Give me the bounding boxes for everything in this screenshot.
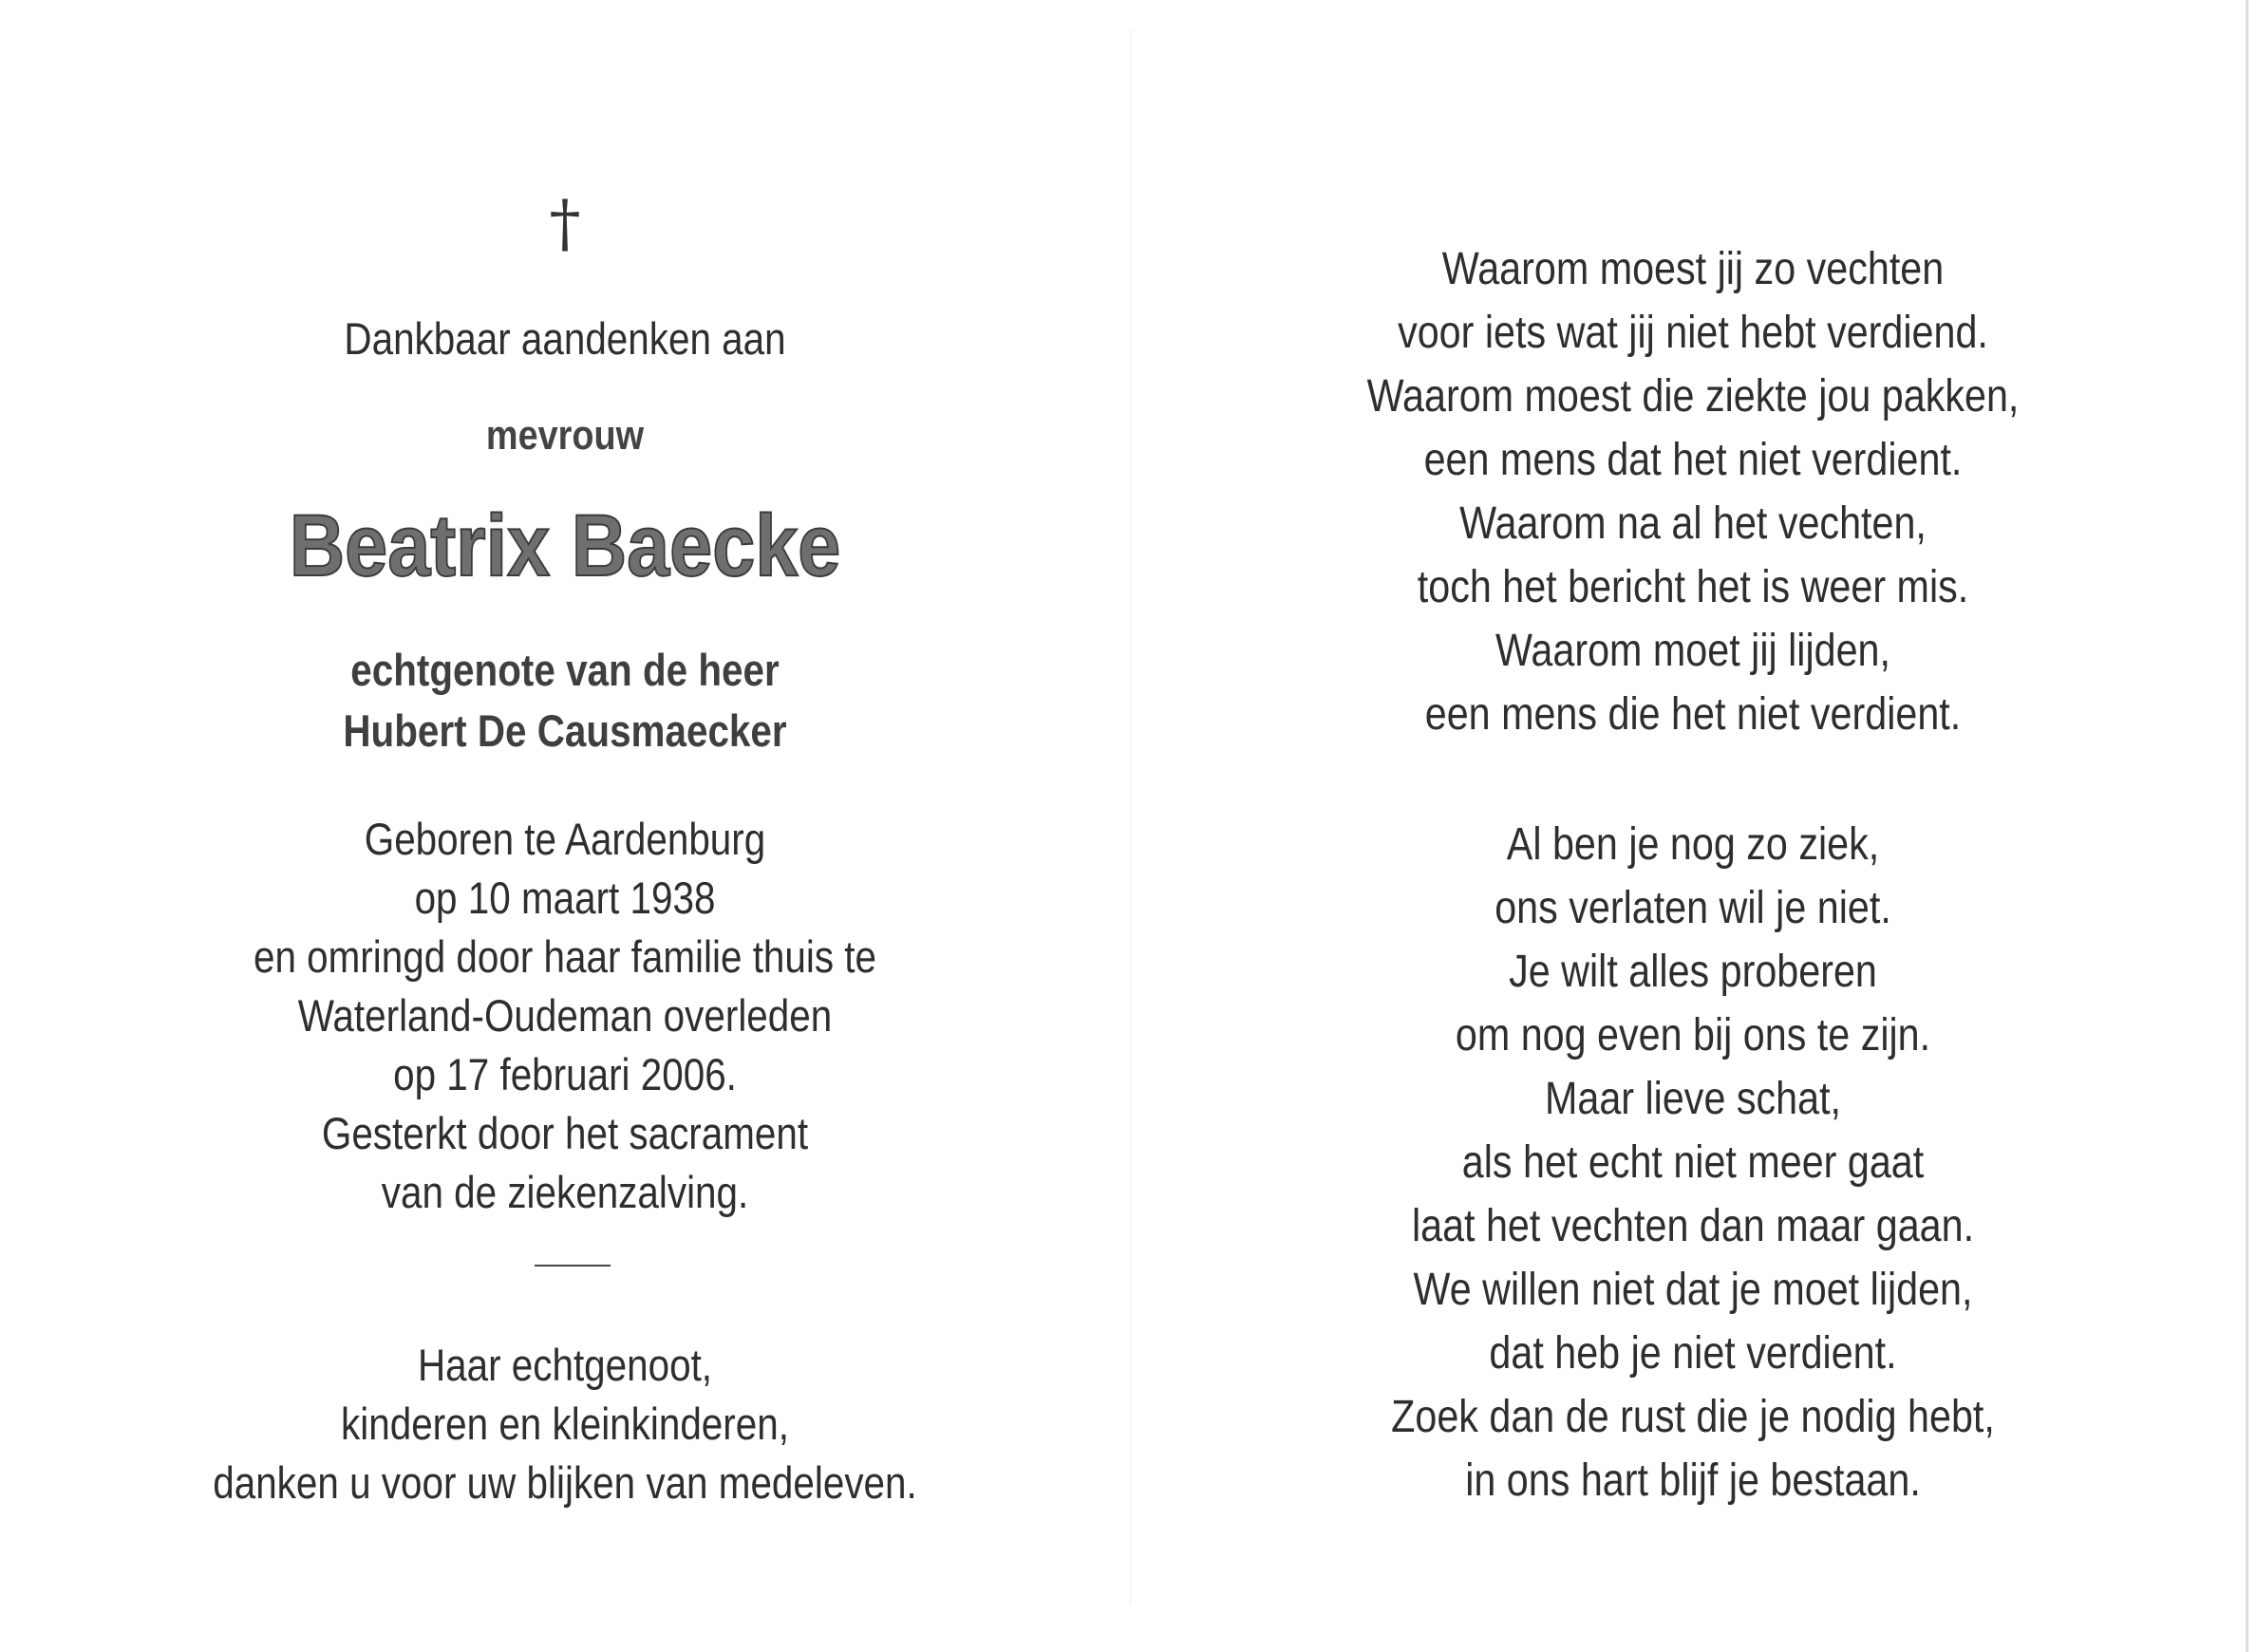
deceased-name: Beatrix Baecke [289, 497, 841, 594]
poem-line: als het echt niet meer gaat [1461, 1137, 1925, 1188]
poem-line: We willen niet dat je moet lijden, [1413, 1265, 1973, 1315]
honorific: mevrouw [485, 412, 645, 459]
poem-line: laat het vechten dan maar gaan. [1411, 1201, 1975, 1251]
bio-line: op 10 maart 1938 [414, 873, 716, 923]
spouse-info [79, 640, 1050, 761]
spouse-line: Hubert De Causmaecker [343, 705, 787, 756]
thanks-line: danken u voor uw blijken van medeleven. [213, 1457, 917, 1508]
bio-line: van de ziekenzalving. [381, 1167, 749, 1217]
thanks-line: kinderen en kleinkinderen, [341, 1399, 789, 1449]
poem-line: om nog even bij ons te zijn. [1455, 1010, 1931, 1061]
poem-line: Waarom moet jij lijden, [1495, 626, 1890, 676]
poem-line: in ons hart blijf je bestaan. [1465, 1455, 1921, 1506]
bio-line: en omringd door haar familie thuis te [253, 931, 877, 982]
bio-line: op 17 februari 2006. [393, 1049, 737, 1099]
poem-stanza-1 [1209, 237, 2177, 746]
poem-stanza-2 [1209, 813, 2177, 1512]
thanks-line: Haar echtgenoot, [417, 1340, 713, 1390]
section-divider [535, 1265, 611, 1267]
poem-line: Je wilt alles proberen [1509, 947, 1877, 997]
cross-icon: † [549, 187, 581, 260]
thanks-text [79, 1336, 1050, 1512]
intro-text: Dankbaar aandenken aan [344, 313, 786, 364]
poem-line: een mens dat het niet verdient. [1423, 435, 1963, 485]
poem-line: Waarom moest die ziekte jou pakken, [1366, 371, 2020, 422]
poem-line: Al ben je nog zo ziek, [1506, 819, 1880, 870]
right-panel [1130, 0, 2256, 1652]
poem-line: dat heb je niet verdient. [1489, 1328, 1897, 1379]
poem-line: ons verlaten wil je niet. [1495, 883, 1891, 933]
poem-line: een mens die het niet verdient. [1424, 689, 1962, 740]
biography [79, 810, 1050, 1222]
poem-line: Zoek dan de rust die je nodig hebt, [1391, 1392, 1995, 1442]
poem-line: Waarom moest jij zo vechten [1441, 244, 1945, 294]
bio-line: Geboren te Aardenburg [364, 814, 766, 864]
poem-line: Waarom na al het vechten, [1459, 498, 1927, 549]
bio-line: Waterland-Oudeman overleden [297, 990, 833, 1041]
poem-line: voor iets wat jij niet hebt verdiend. [1398, 308, 1988, 358]
poem-line: Maar lieve schat, [1544, 1074, 1842, 1124]
poem-line: toch het bericht het is weer mis. [1417, 562, 1969, 612]
spouse-line: echtgenote van de heer [350, 645, 780, 695]
bio-line: Gesterkt door het sacrament [321, 1108, 809, 1158]
